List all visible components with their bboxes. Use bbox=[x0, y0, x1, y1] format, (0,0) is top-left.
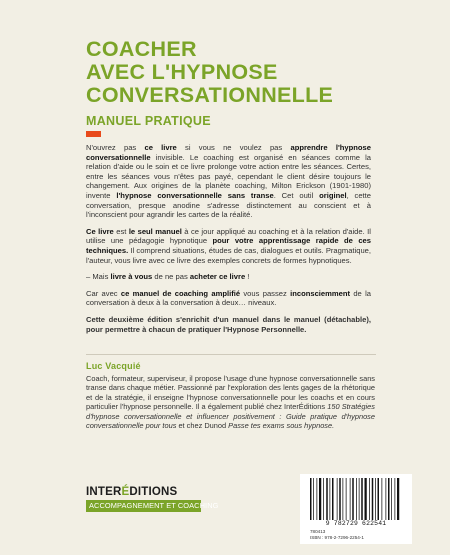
title-line-1: COACHER bbox=[86, 37, 197, 61]
author-divider bbox=[86, 354, 376, 355]
publisher-name-accent: É bbox=[121, 486, 130, 498]
publisher-name-part: DITIONS bbox=[129, 486, 178, 498]
barcode-panel bbox=[300, 474, 412, 544]
blurb-paragraph-3: – Mais livre à vous de ne pas acheter ce livre ! bbox=[86, 272, 250, 282]
book-title bbox=[86, 38, 333, 107]
publisher-name bbox=[86, 486, 201, 498]
publisher-name-part: INTER bbox=[86, 486, 122, 498]
blurb-paragraph-4: Car avec ce manuel de coaching amplifié vous passez inconsciemment de la conversation à deux à la conversation à deux… niveaux. bbox=[86, 288, 372, 308]
collection-band: ACCOMPAGNEMENT ET COACHING bbox=[86, 500, 201, 512]
publisher-logo bbox=[86, 486, 219, 512]
barcode-image bbox=[308, 478, 404, 520]
author-bio: Coach, formateur, superviseur, il propose l'usage d'une hypnose conversationnelle sans transe dans chaque métier. Passionné par l'exploration des lents gages de la rhétorique et de la stratégie, il enseigne l'hypnose conversationnelle pour les coachs et en cours particulier l'hypnose personnelle. Il a également publié chez InterÉditions 150 Stratégies d'hypnose conversationnelle et influencer positivement : Guide pratique d'hypnose conversationnelle pour tous et chez Dunod Passe tes exams sous hypnose. bbox=[86, 374, 375, 431]
author-name: Luc Vacquié bbox=[86, 361, 141, 371]
barcode-isbn: ISBN : 978-2-7296-2254-1 bbox=[310, 535, 364, 540]
title-line-3: CONVERSATIONNELLE bbox=[86, 83, 334, 107]
orange-rule bbox=[86, 131, 101, 137]
title-line-2: AVEC L'HYPNOSE bbox=[86, 60, 278, 84]
book-subtitle: MANUEL PRATIQUE bbox=[86, 114, 211, 128]
barcode-digits: 9 782729 622541 bbox=[325, 520, 387, 527]
blurb-paragraph-5: Cette deuxième édition s'enrichit d'un manuel dans le manuel (détachable), pour permettre à chacun de pratiquer l'Hypnose Personnelle. bbox=[86, 314, 371, 334]
blurb bbox=[86, 143, 371, 334]
barcode-code: 780413 bbox=[310, 529, 326, 534]
blurb-paragraph-1: N'ouvrez pas ce livre si vous ne voulez pas apprendre l'hypnose conversationnelle invisible. Le coaching est organisé en séances comme la relation d'aide ou le soin et ce livre prolonge votre action entre les séances. Certes, entre les séances vous n'êtes pas payé, cependant le client désire toujours le changement. Aux origines de la planète coaching, Milton Erickson (1901-1980) invente l'hypnose conversationnelle sans transe. Cet outil originel, cette conversation, presque anodine s'adresse distinctement au conscient et à l'inconscient pour agrandir les cartes de la réalité. bbox=[86, 143, 372, 220]
blurb-paragraph-2: Ce livre est le seul manuel à ce jour appliqué au coaching et à la relation d'aide. Il utilise une pédagogie hypnotique pour votre apprentissage rapide de ces techniques. Il comprend situations, études de cas, dialogues et outils. Pragmatique, l'auteur, vous livre avec ce livre des exemples concrets de formes hypnotiques. bbox=[86, 226, 371, 265]
